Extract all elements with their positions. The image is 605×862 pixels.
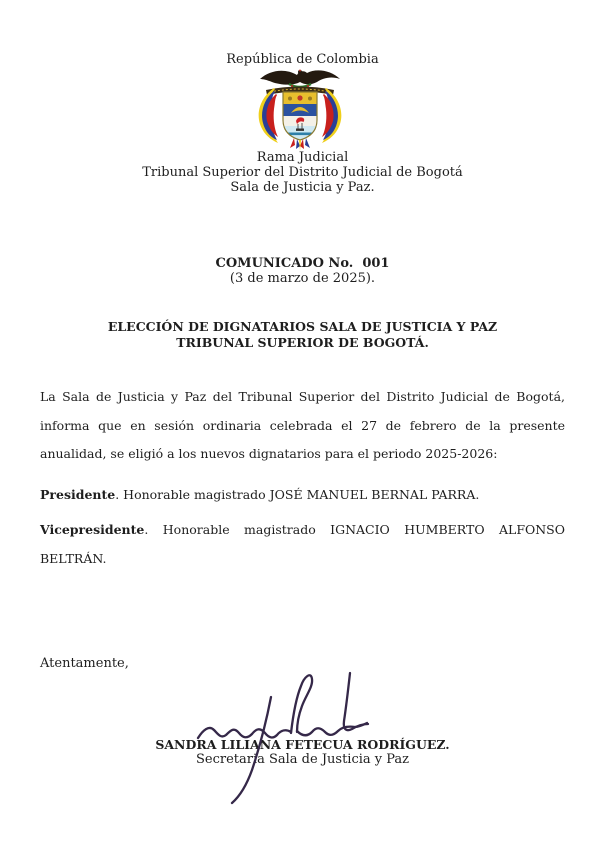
signature-ink-icon xyxy=(180,660,385,812)
presidente-line xyxy=(40,481,565,510)
communique-date: (3 de marzo de 2025). xyxy=(229,271,376,286)
presidente-text: . Honorable magistrado JOSÉ MANUEL BERNAL PARRA. xyxy=(115,487,480,502)
vicepresidente-line2: BELTRÁN. xyxy=(40,550,107,566)
salutation: Atentamente, xyxy=(40,656,129,671)
communique-number: COMUNICADO No. 001 xyxy=(215,256,390,271)
header-sala: Sala de Justicia y Paz. xyxy=(230,180,375,195)
vicepresidente-label: Vicepresidente xyxy=(40,522,145,537)
header-republic: República de Colombia xyxy=(226,52,379,67)
paragraph-line: informa que en sesión ordinaria celebrada el 27 de febrero de la presente xyxy=(40,417,565,433)
title-line1: ELECCIÓN DE DIGNATARIOS SALA DE JUSTICIA Y PAZ xyxy=(107,319,498,334)
colombia-coat-of-arms-icon xyxy=(252,68,348,152)
header-tribunal: Tribunal Superior del Distrito Judicial de Bogotá xyxy=(142,165,463,180)
vicepresidente-text: . Honorable magistrado IGNACIO HUMBERTO ALFONSO xyxy=(144,522,565,537)
header-branch: Rama Judicial xyxy=(256,150,349,165)
body-paragraph xyxy=(40,383,565,469)
signer-name: SANDRA LILIANA FETECUA RODRÍGUEZ. xyxy=(155,737,450,752)
vicepresidente-block xyxy=(40,516,565,573)
paragraph-line: anualidad, se eligió a los nuevos dignatarios para el periodo 2025-2026: xyxy=(40,446,498,461)
paragraph-line: La Sala de Justicia y Paz del Tribunal Superior del Distrito Judicial de Bogotá, xyxy=(40,389,565,404)
title-line2: TRIBUNAL SUPERIOR DE BOGOTÁ. xyxy=(176,335,429,350)
presidente-label: Presidente xyxy=(40,487,116,502)
signer-title: Secretaria Sala de Justicia y Paz xyxy=(195,752,410,767)
